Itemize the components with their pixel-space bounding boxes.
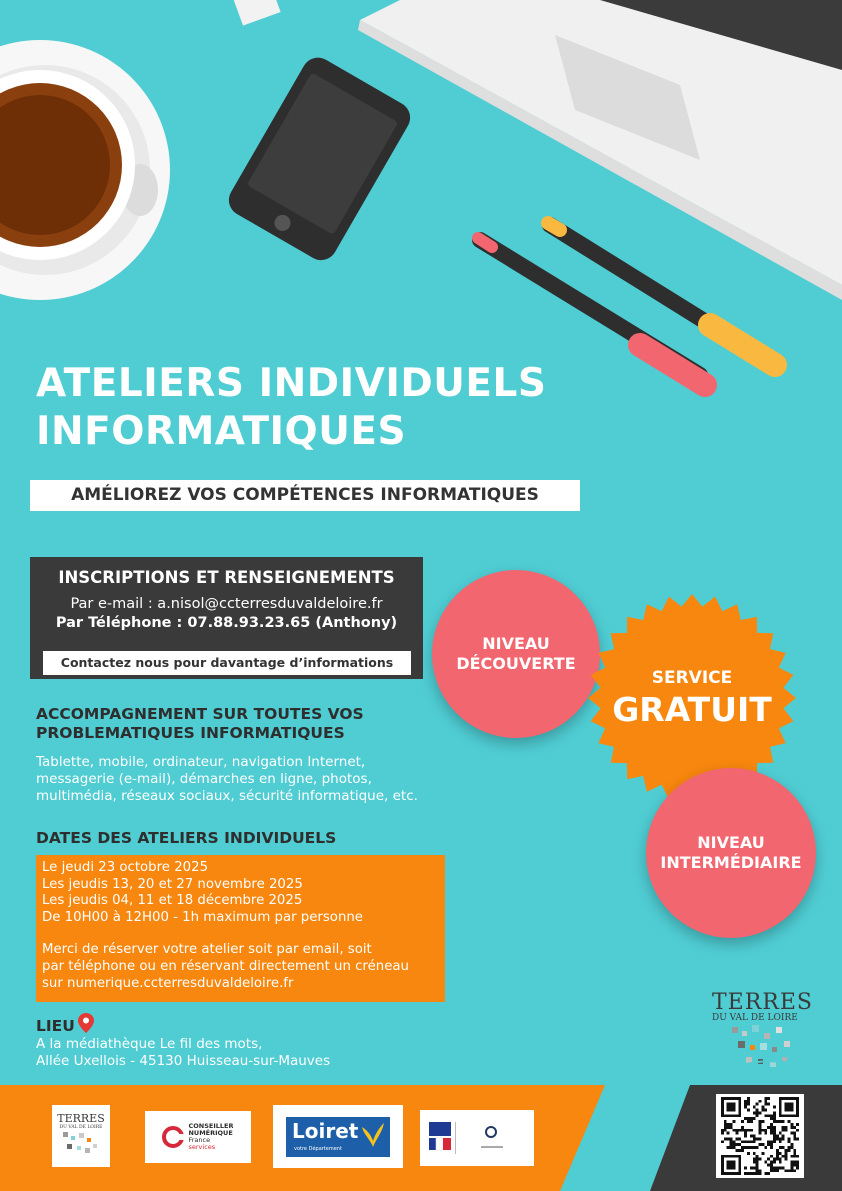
dates-heading: DATES DES ATELIERS INDIVIDUELS — [36, 829, 337, 847]
service-gratuit-badge — [586, 592, 798, 804]
date-line: De 10H00 à 12H00 - 1h maximum par personne — [42, 909, 363, 925]
qr-code[interactable] — [716, 1094, 804, 1178]
conseiller-line-3: France — [188, 1136, 211, 1144]
terres-logo-title: TERRES — [712, 990, 813, 1015]
lieu-address — [36, 1036, 330, 1070]
accompagnement-heading — [36, 705, 436, 743]
accompagnement-text-2: messagerie (e-mail), démarches en ligne, photos, — [36, 771, 372, 787]
inscriptions-phone[interactable]: Par Téléphone : 07.88.93.23.65 (Anthony) — [55, 615, 398, 631]
footer-terres-title: TERRES — [57, 1112, 105, 1125]
accompagnement-line-2: PROBLEMATIQUES INFORMATIQUES — [36, 724, 345, 742]
badge-intermediaire-line-2: INTERMÉDIAIRE — [660, 853, 802, 872]
accompagnement-text-3: multimédia, réseaux sociaux, sécurité informatique, etc. — [36, 788, 418, 804]
reserve-link[interactable]: sur numerique.ccterresduvaldeloire.fr — [42, 975, 294, 991]
partner-ring-icon — [486, 1127, 496, 1137]
smartphone-icon — [223, 52, 416, 266]
contact-banner: Contactez nous pour davantage d’informations — [43, 651, 411, 675]
footer-logo-conseiller-numerique — [145, 1111, 251, 1163]
conseiller-line-2: NUMÉRIQUE — [188, 1129, 233, 1137]
footer-logo-partners — [420, 1110, 534, 1166]
footer-logo-terres — [52, 1105, 110, 1167]
footer-logo-loiret — [273, 1105, 403, 1168]
reserve-line: Merci de réserver votre atelier soit par email, soit — [42, 942, 372, 958]
terres-logo — [712, 990, 812, 1080]
niveau-intermediaire-badge — [646, 768, 816, 938]
subtitle-banner: AMÉLIOREZ VOS COMPÉTENCES INFORMATIQUES — [30, 480, 580, 511]
accompagnement-line-1: ACCOMPAGNEMENT SUR TOUTES VOS — [36, 705, 364, 723]
title-line-2: INFORMATIQUES — [36, 409, 407, 454]
title-line-1: ATELIERS INDIVIDUELS — [36, 361, 547, 406]
inscriptions-heading: INSCRIPTIONS ET RENSEIGNEMENTS — [58, 568, 395, 587]
reserve-line: par téléphone ou en réservant directement un créneau — [42, 958, 409, 974]
lieu-line-2: Allée Uxellois - 45130 Huisseau-sur-Mauves — [36, 1053, 331, 1069]
conseiller-line-4: services — [188, 1143, 216, 1151]
loiret-fleur-icon — [360, 1121, 386, 1149]
badge-service-line-1: SERVICE — [651, 667, 733, 688]
date-line: Les jeudis 13, 20 et 27 novembre 2025 — [42, 876, 303, 892]
footer-terres-subtitle: DU VAL DE LOIRE — [59, 1125, 103, 1130]
loiret-logo-title: Loiret — [292, 1118, 359, 1143]
desk-illustration — [0, 0, 842, 400]
inscriptions-email[interactable]: Par e-mail : a.nisol@ccterresduvaldeloire.fr — [70, 596, 383, 612]
badge-decouverte-line-2: DÉCOUVERTE — [456, 654, 576, 673]
date-line: Le jeudi 23 octobre 2025 — [42, 860, 209, 875]
badge-intermediaire-line-1: NIVEAU — [697, 833, 765, 852]
accompagnement-text-1: Tablette, mobile, ordinateur, navigation Internet, — [36, 754, 366, 770]
lieu-heading — [36, 1013, 94, 1035]
dates-box — [36, 855, 445, 1002]
inscriptions-box — [30, 557, 423, 679]
page-title — [36, 360, 596, 456]
lieu-line-1: A la médiathèque Le fil des mots, — [36, 1036, 263, 1052]
loiret-logo-subtitle: votre Département — [294, 1145, 342, 1152]
niveau-decouverte-badge — [432, 570, 600, 738]
accompagnement-text — [36, 754, 456, 805]
lieu-heading-text: LIEU — [36, 1017, 75, 1035]
date-line: Les jeudis 04, 11 et 18 décembre 2025 — [42, 893, 303, 909]
conseiller-line-1: CONSEILLER — [188, 1122, 234, 1130]
conseiller-numerique-icon — [162, 1126, 184, 1148]
badge-service-line-2: GRATUIT — [612, 689, 772, 729]
terres-logo-subtitle: DU VAL DE LOIRE — [712, 1013, 798, 1023]
badge-decouverte-line-1: NIVEAU — [482, 634, 550, 653]
location-pin-icon — [78, 1013, 94, 1033]
eu-flag-icon — [429, 1122, 451, 1136]
